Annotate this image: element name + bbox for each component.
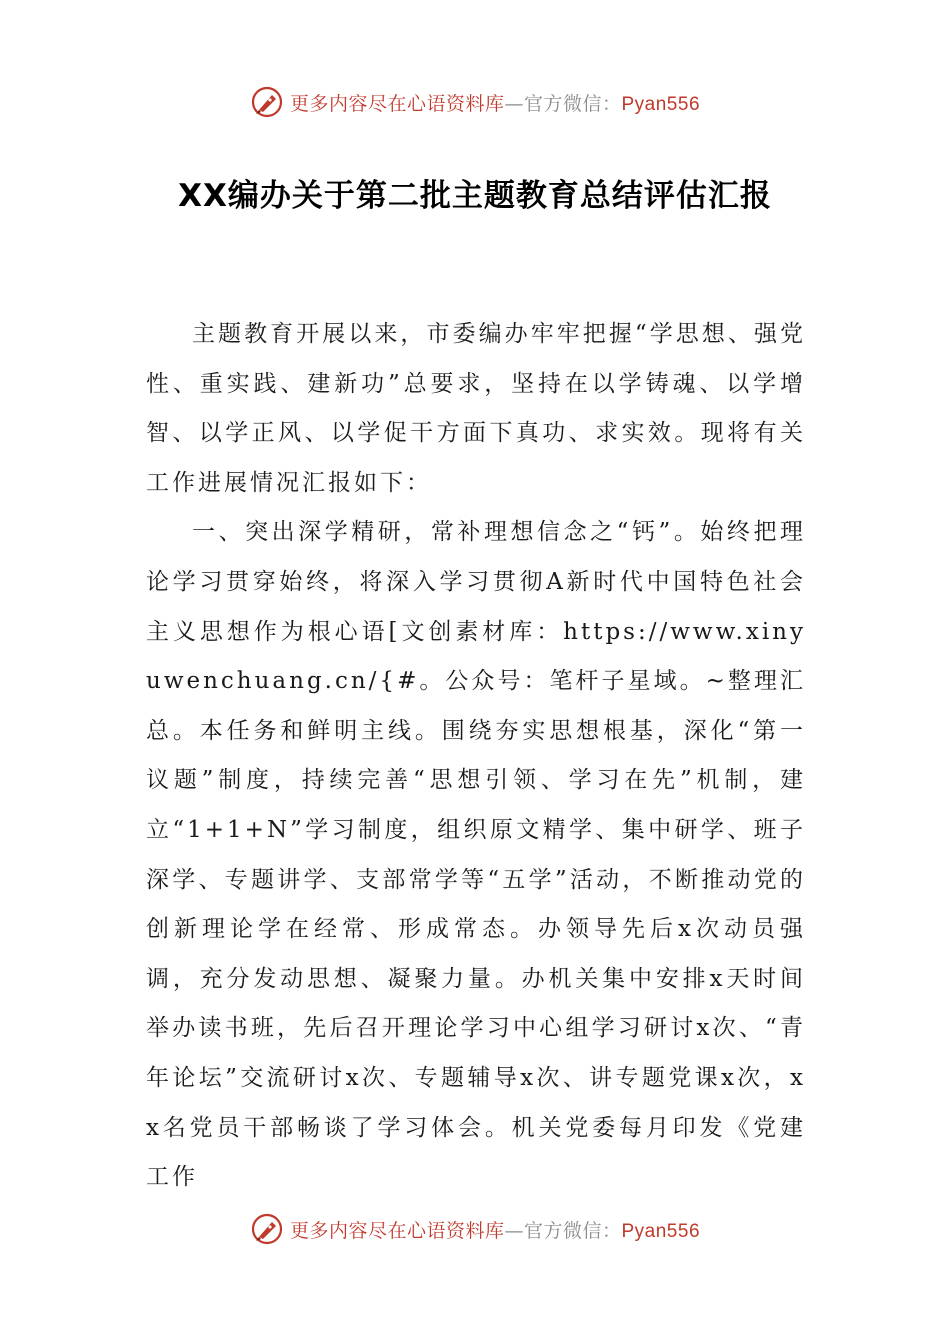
pen-nib-logo-icon xyxy=(250,1212,284,1246)
paragraph-section-1: 一、突出深学精研，常补理想信念之“钙”。始终把理论学习贯穿始终，将深入学习贯彻A新时代中国特色社会主义思想作为根心语[文创素材库：https://www.xinyuwenchuang.cn/{#。公众号：笔杆子星域。~整理汇总。本任务和鲜明主线。围绕夯实思想根基，深化“第一议题”制度，持续完善“思想引领、学习在先”机制，建立“1+1+N”学习制度，组织原文精学、集中研学、班子深学、专题讲学、支部常学等“五学”活动，不断推动党的创新理论学在经常、形成常态。办领导先后x次动员强调，充分发动思想、凝聚力量。办机关集中安排x天时间举办读书班，先后召开理论学习中心组学习研讨x次、“青年论坛”交流研讨x次、专题辅导x次、讲专题党课x次，xx名党员干部畅谈了学习体会。机关党委每月印发《党建工作 xyxy=(146,519,806,1191)
pen-nib-logo-icon xyxy=(250,85,284,119)
paragraph-intro: 主题教育开展以来，市委编办牢牢把握“学思想、强党性、重实践、建新功”总要求，坚持在以学铸魂、以学增智、以学正风、以学促干方面下真功、求实效。现将有关工作进展情况汇报如下： xyxy=(146,321,806,496)
header-banner xyxy=(0,82,950,122)
document-title: XX编办关于第二批主题教育总结评估汇报 xyxy=(178,178,772,214)
footer-banner-text: 更多内容尽在心语资料库—官方微信：Pyan556 xyxy=(289,1219,701,1242)
wechat-id: Pyan556 xyxy=(621,1220,701,1242)
header-banner-text: 更多内容尽在心语资料库—官方微信：Pyan556 xyxy=(289,92,701,115)
wechat-id: Pyan556 xyxy=(621,93,701,115)
footer-banner xyxy=(0,1209,950,1249)
document-body xyxy=(146,310,806,1203)
